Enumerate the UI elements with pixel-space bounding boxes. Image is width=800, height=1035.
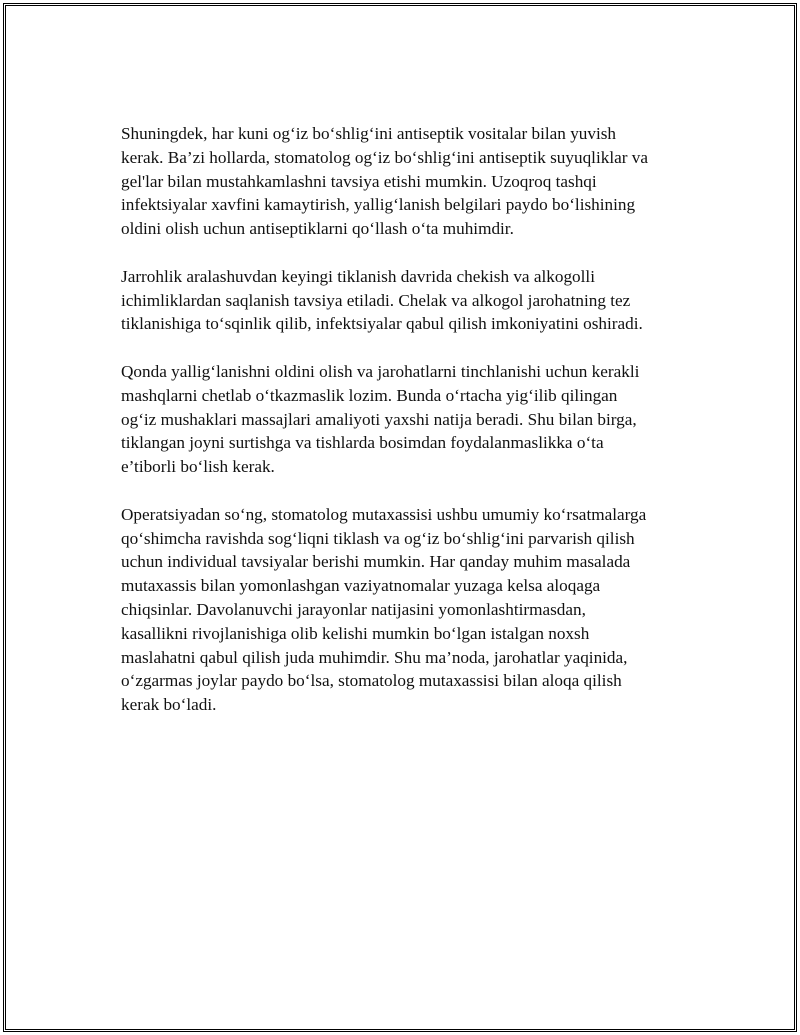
document-page bbox=[3, 3, 797, 1032]
paragraph-specialist-advice: Operatsiyadan so‘ng, stomatolog mutaxassisi ushbu umumiy ko‘rsatmalarga qo‘shimcha ravishda sog‘liqni tiklash va og‘iz bo‘shlig‘ini parvarish qilish uchun individual tavsiyalar berishi mumkin. Har qanday muhim masalada mutaxassis bilan yomonlashgan vaziyatnomalar yuzaga kelsa aloqaga chiqsinlar. Davolanuvchi jarayonlar natijasini yomonlashtirmasdan, kasallikni rivojlanishiga olib kelishi mumkin bo‘lgan istalgan noxsh maslahatni qabul qilish juda muhimdir. Shu ma’noda, jarohatlar yaqinida, o‘zgarmas joylar paydo bo‘lsa, stomatolog mutaxassisi bilan aloqa qilish kerak bo‘ladi. bbox=[121, 504, 647, 715]
paragraph-antiseptic: Shuningdek, har kuni og‘iz bo‘shlig‘ini antiseptik vositalar bilan yuvish kerak. Ba’zi hollarda, stomatolog og‘iz bo‘shlig‘ini antiseptik suyuqliklar va gel'lar bilan mustahkamlashni tavsiya etishi mumkin. Uzoqroq tashqi infektsiyalar xavfini kamaytirish, yallig‘lanish belgilari paydo bo‘lishining oldini olish uchun antiseptiklarni qo‘llash o‘ta muhimdir. bbox=[121, 124, 648, 239]
paragraph-exercises-massage: Qonda yallig‘lanishni oldini olish va jarohatlarni tinchlanishi uchun kerakli mashqlarni chetlab o‘tkazmaslik lozim. Bunda o‘rtacha yig‘ilib qilingan og‘iz mushaklari massajlari amaliyoti yaxshi natija beradi. Shu bilan birga, tiklangan joyni surtishga va tishlarda bosimdan foydalanmaslikka o‘ta e’tiborli bo‘lish kerak. bbox=[121, 361, 640, 477]
document-body bbox=[121, 122, 696, 741]
paragraph-smoking-alcohol: Jarrohlik aralashuvdan keyingi tiklanish davrida chekish va alkogolli ichimliklardan saqlanish tavsiya etiladi. Chelak va alkogol jarohatning tez tiklanishiga to‘sqinlik qilib, infektsiyalar qabul qilish imkoniyatini oshiradi. bbox=[121, 266, 643, 334]
